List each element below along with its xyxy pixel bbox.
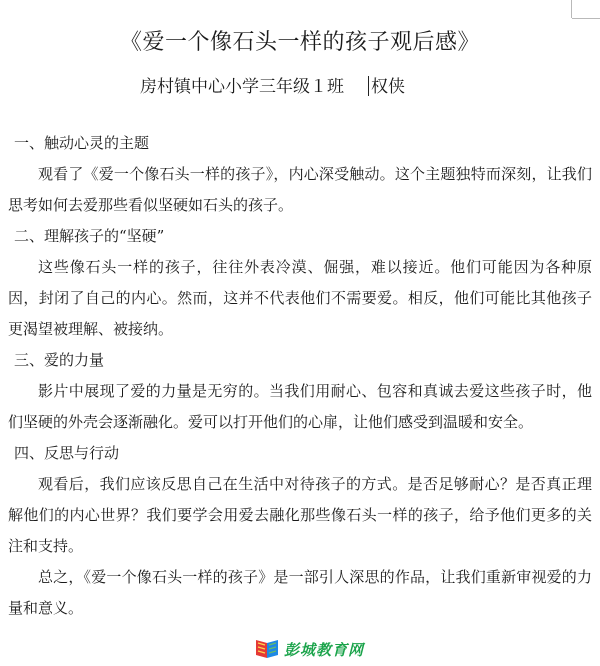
document-title: 《爱一个像石头一样的孩子观后感》 bbox=[119, 30, 480, 55]
paragraph: 观看后，我们应该反思自己在生活中对待孩子的方式。是否足够耐心？是否真正理解他们的内心世界？我们要学会用爱去融化那些像石头一样的孩子，给予他们更多的关注和支持。 bbox=[8, 475, 592, 555]
author-name: 权侠 bbox=[371, 77, 405, 97]
section-heading: 四、反思与行动 bbox=[14, 444, 120, 462]
section-heading: 一、触动心灵的主题 bbox=[14, 134, 150, 152]
byline bbox=[140, 74, 460, 100]
document-body[interactable] bbox=[8, 128, 592, 624]
text-cursor bbox=[368, 76, 369, 96]
paragraph: 这些像石头一样的孩子，往往外表冷漠、倔强，难以接近。他们可能因为各种原因，封闭了自己的内心。然而，这并不代表他们不需要爱。相反，他们可能比其他孩子更渴望被理解、被接纳。 bbox=[8, 258, 592, 338]
paragraph: 影片中展现了爱的力量是无穷的。当我们用耐心、包容和真诚去爱这些孩子时，他们坚硬的外壳会逐渐融化。爱可以打开他们的心扉，让他们感受到温暖和安全。 bbox=[8, 382, 592, 431]
open-book-icon bbox=[254, 639, 280, 659]
page-corner-mark bbox=[571, 0, 572, 18]
paragraph: 观看了《爱一个像石头一样的孩子》，内心深受触动。这个主题独特而深刻，让我们思考如何去爱那些看似坚硬如石头的孩子。 bbox=[8, 165, 592, 214]
section-heading: 二、理解孩子的“坚硬” bbox=[14, 227, 165, 245]
site-watermark bbox=[254, 638, 364, 660]
school-class: 房村镇中心小学三年级１班 bbox=[140, 77, 344, 97]
paragraph: 总之，《爱一个像石头一样的孩子》是一部引人深思的作品，让我们重新审视爱的力量和意义。 bbox=[8, 568, 592, 617]
section-heading: 三、爱的力量 bbox=[14, 351, 105, 369]
page-corner-mark bbox=[572, 18, 600, 19]
watermark-text: 彭城教育网 bbox=[283, 640, 364, 659]
